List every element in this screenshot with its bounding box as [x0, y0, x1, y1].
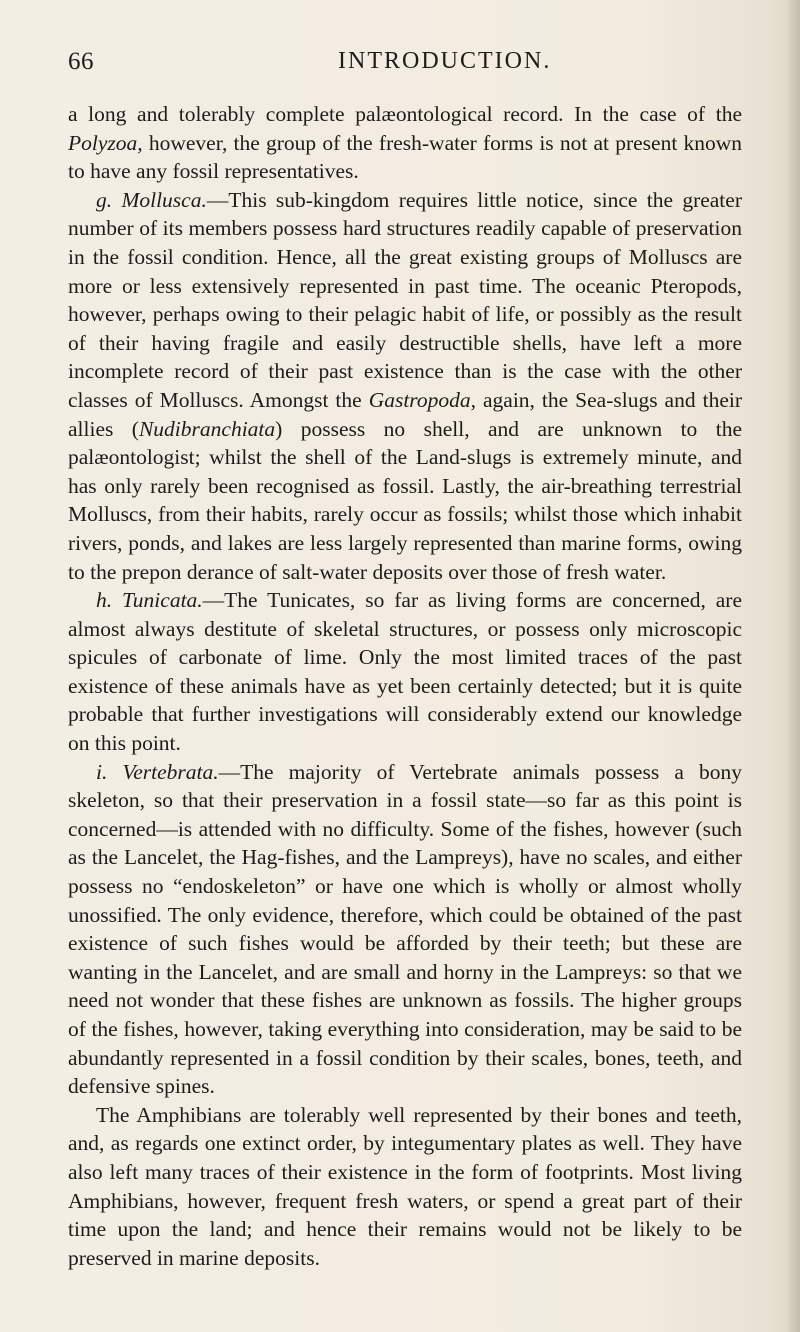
page-header — [68, 48, 738, 88]
paragraph-text: a long and tolerably complete palæontological record. In the case of the — [68, 102, 742, 126]
paragraph-text: The Amphibians are tolerably well represented by their bones and teeth, and, as regards one extinct order, by integumentary plates as well. They have also left many traces of their existence in the form of footprints. Most living Amphibians, however, frequent fresh waters, or spend a great part of their time upon the land; and hence their remains would not be likely to be preserved in marine deposits. — [68, 1102, 742, 1270]
paragraph-tunicata — [68, 586, 742, 758]
paragraph-amphibians — [68, 1101, 742, 1273]
page-number: 66 — [68, 48, 94, 75]
italic-term: Polyzoa, — [68, 130, 143, 155]
italic-term: Nudibranchiata — [138, 416, 276, 441]
section-label: g. Mollusca. — [96, 187, 207, 212]
paragraph-text: —The majority of Vertebrate animals possess a bony skeleton, so that their preservation in a fossil state—so far as this point is concerned—is attended with no difficulty. Some of the fishes, however (such as the Lancelet, the Hag-fishes, and the Lampreys), have no scales, and either possess no “endoskeleton” or have one which is wholly or almost wholly unossified. The only evidence, therefore, which could be obtained of the past existence of such fishes would be afforded by their teeth; but these are wanting in the Lancelet, and are small and horny in the Lampreys: so that we need not wonder that these fishes are unknown as fossils. The higher groups of the fishes, however, taking everything into consideration, may be said to be abundantly represented in a fossil condition by their scales, bones, teeth, and defensive spines. — [68, 759, 742, 1099]
section-label: i. Vertebrata. — [96, 759, 219, 784]
paragraph-mollusca — [68, 186, 742, 586]
running-title: INTRODUCTION. — [338, 48, 552, 74]
page-edge-shadow — [786, 0, 800, 1332]
section-label: h. Tunicata. — [96, 588, 203, 613]
paragraph-vertebrata — [68, 758, 742, 1101]
paragraph-text: —The Tunicates, so far as living forms are concerned, are almost always destitute of skeletal structures, or possess only microscopic spicules of carbonate of lime. Only the most limited traces of the past existence of these animals have as yet been certainly detected; but it is quite probable that further investigations will considerably extend our knowledge on this point. — [68, 588, 742, 756]
italic-term: Gastropoda, — [368, 387, 476, 412]
paragraph-text: again, the Sea-slugs and their allies ( — [68, 387, 742, 441]
body-text — [68, 100, 742, 1272]
paragraph-text: —This sub-kingdom requires little notice, since the greater number of its members possess hard structures readily capable of preservation in the fossil condition. Hence, all the great existing groups of Molluscs are more or less extensively represented in past time. The oceanic Pteropods, however, perhaps owing to their pelagic habit of life, or possibly as the result of their having fragile and easily destructible shells, have left a more incomplete record of their past existence than is the case with the other classes of Molluscs. Amongst the — [68, 187, 742, 412]
paragraph-text: however, the group of the fresh-water forms is not at present known to have any fossil representatives. — [68, 130, 742, 184]
paragraph-text: ) possess no shell, and are unknown to the palæontologist; whilst the shell of the Land-slugs is extremely minute, and has only rarely been recognised as fossil. Lastly, the air-breathing terrestrial Molluscs, from their habits, rarely occur as fossils; whilst those which inhabit rivers, ponds, and lakes are less largely represented than marine forms, owing to the prepon derance of salt-water deposits over those of fresh water. — [68, 416, 742, 584]
paragraph-intro — [68, 100, 742, 186]
